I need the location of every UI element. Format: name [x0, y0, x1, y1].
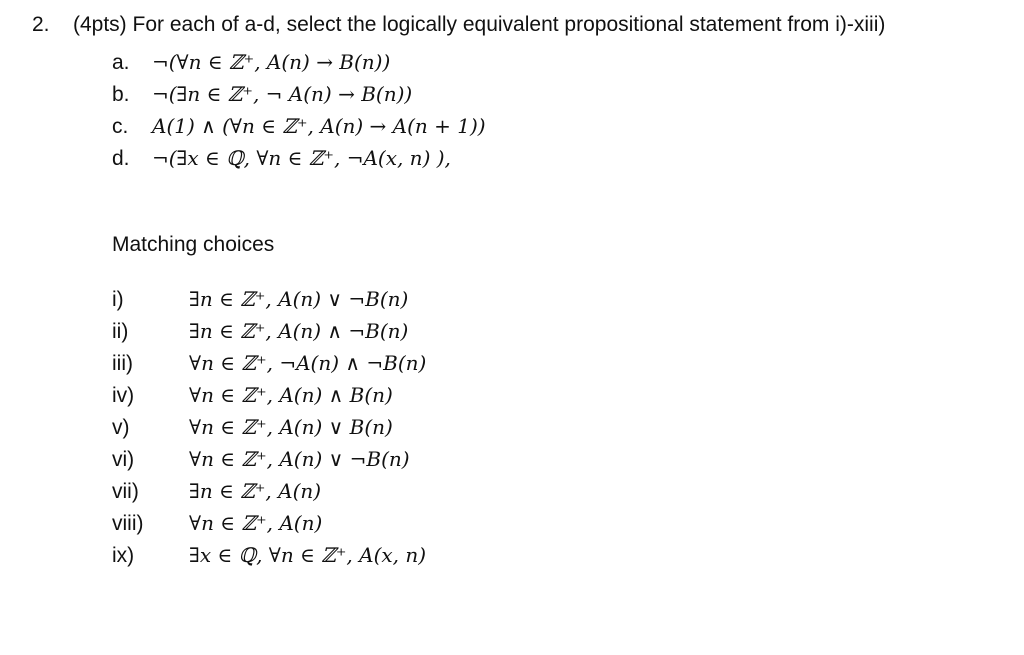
choice-label: vi) [112, 448, 135, 471]
choice-vii [112, 475, 426, 507]
choice-label: viii) [112, 512, 144, 535]
part-statement: A(1) ∧ (∀n ∈ ℤ⁺, A(n) → A(n + 1)) [152, 114, 486, 138]
choice-statement: ∀n ∈ ℤ⁺, ¬A(n) ∧ ¬B(n) [189, 351, 427, 375]
part-label: a. [112, 51, 130, 74]
choice-statement: ∃n ∈ ℤ⁺, A(n) [189, 479, 322, 503]
part-statement: ¬(∀n ∈ ℤ⁺, A(n) → B(n)) [152, 50, 391, 74]
choice-i [112, 283, 426, 315]
part-statement: ¬(∃n ∈ ℤ⁺, ¬ A(n) → B(n)) [152, 82, 413, 106]
part-a [112, 46, 390, 78]
choice-label: ii) [112, 320, 129, 343]
choice-statement: ∃n ∈ ℤ⁺, A(n) ∨ ¬B(n) [189, 287, 409, 311]
question-number: 2. [32, 13, 50, 36]
choice-statement: ∃x ∈ ℚ, ∀n ∈ ℤ⁺, A(x, n) [189, 543, 427, 567]
choice-label: ix) [112, 544, 135, 567]
choice-label: i) [112, 288, 124, 311]
choice-label: vii) [112, 480, 139, 503]
choice-label: iii) [112, 352, 133, 375]
choice-label: iv) [112, 384, 135, 407]
part-label: d. [112, 147, 130, 170]
question-prompt: (4pts) For each of a-d, select the logically equivalent propositional statement from i)-xiii) [73, 13, 886, 36]
part-b [112, 78, 412, 110]
part-label: c. [112, 115, 129, 138]
part-statement: ¬(∃x ∈ ℚ, ∀n ∈ ℤ⁺, ¬A(x, n) ), [152, 146, 451, 170]
part-label: b. [112, 83, 130, 106]
choice-ix [112, 539, 426, 571]
choice-ii [112, 315, 426, 347]
choice-iii [112, 347, 426, 379]
choice-vi [112, 443, 426, 475]
choice-v [112, 411, 426, 443]
matching-title: Matching choices [112, 233, 275, 256]
question-header [32, 10, 885, 40]
choice-statement: ∃n ∈ ℤ⁺, A(n) ∧ ¬B(n) [189, 319, 409, 343]
choice-statement: ∀n ∈ ℤ⁺, A(n) ∧ B(n) [189, 383, 393, 407]
choice-viii [112, 507, 426, 539]
choice-statement: ∀n ∈ ℤ⁺, A(n) [189, 511, 323, 535]
choice-statement: ∀n ∈ ℤ⁺, A(n) ∨ ¬B(n) [189, 447, 410, 471]
part-c [112, 110, 486, 142]
part-d [112, 142, 451, 174]
choice-label: v) [112, 416, 130, 439]
matching-choices-list [112, 283, 426, 571]
choice-statement: ∀n ∈ ℤ⁺, A(n) ∨ B(n) [189, 415, 393, 439]
choice-iv [112, 379, 426, 411]
